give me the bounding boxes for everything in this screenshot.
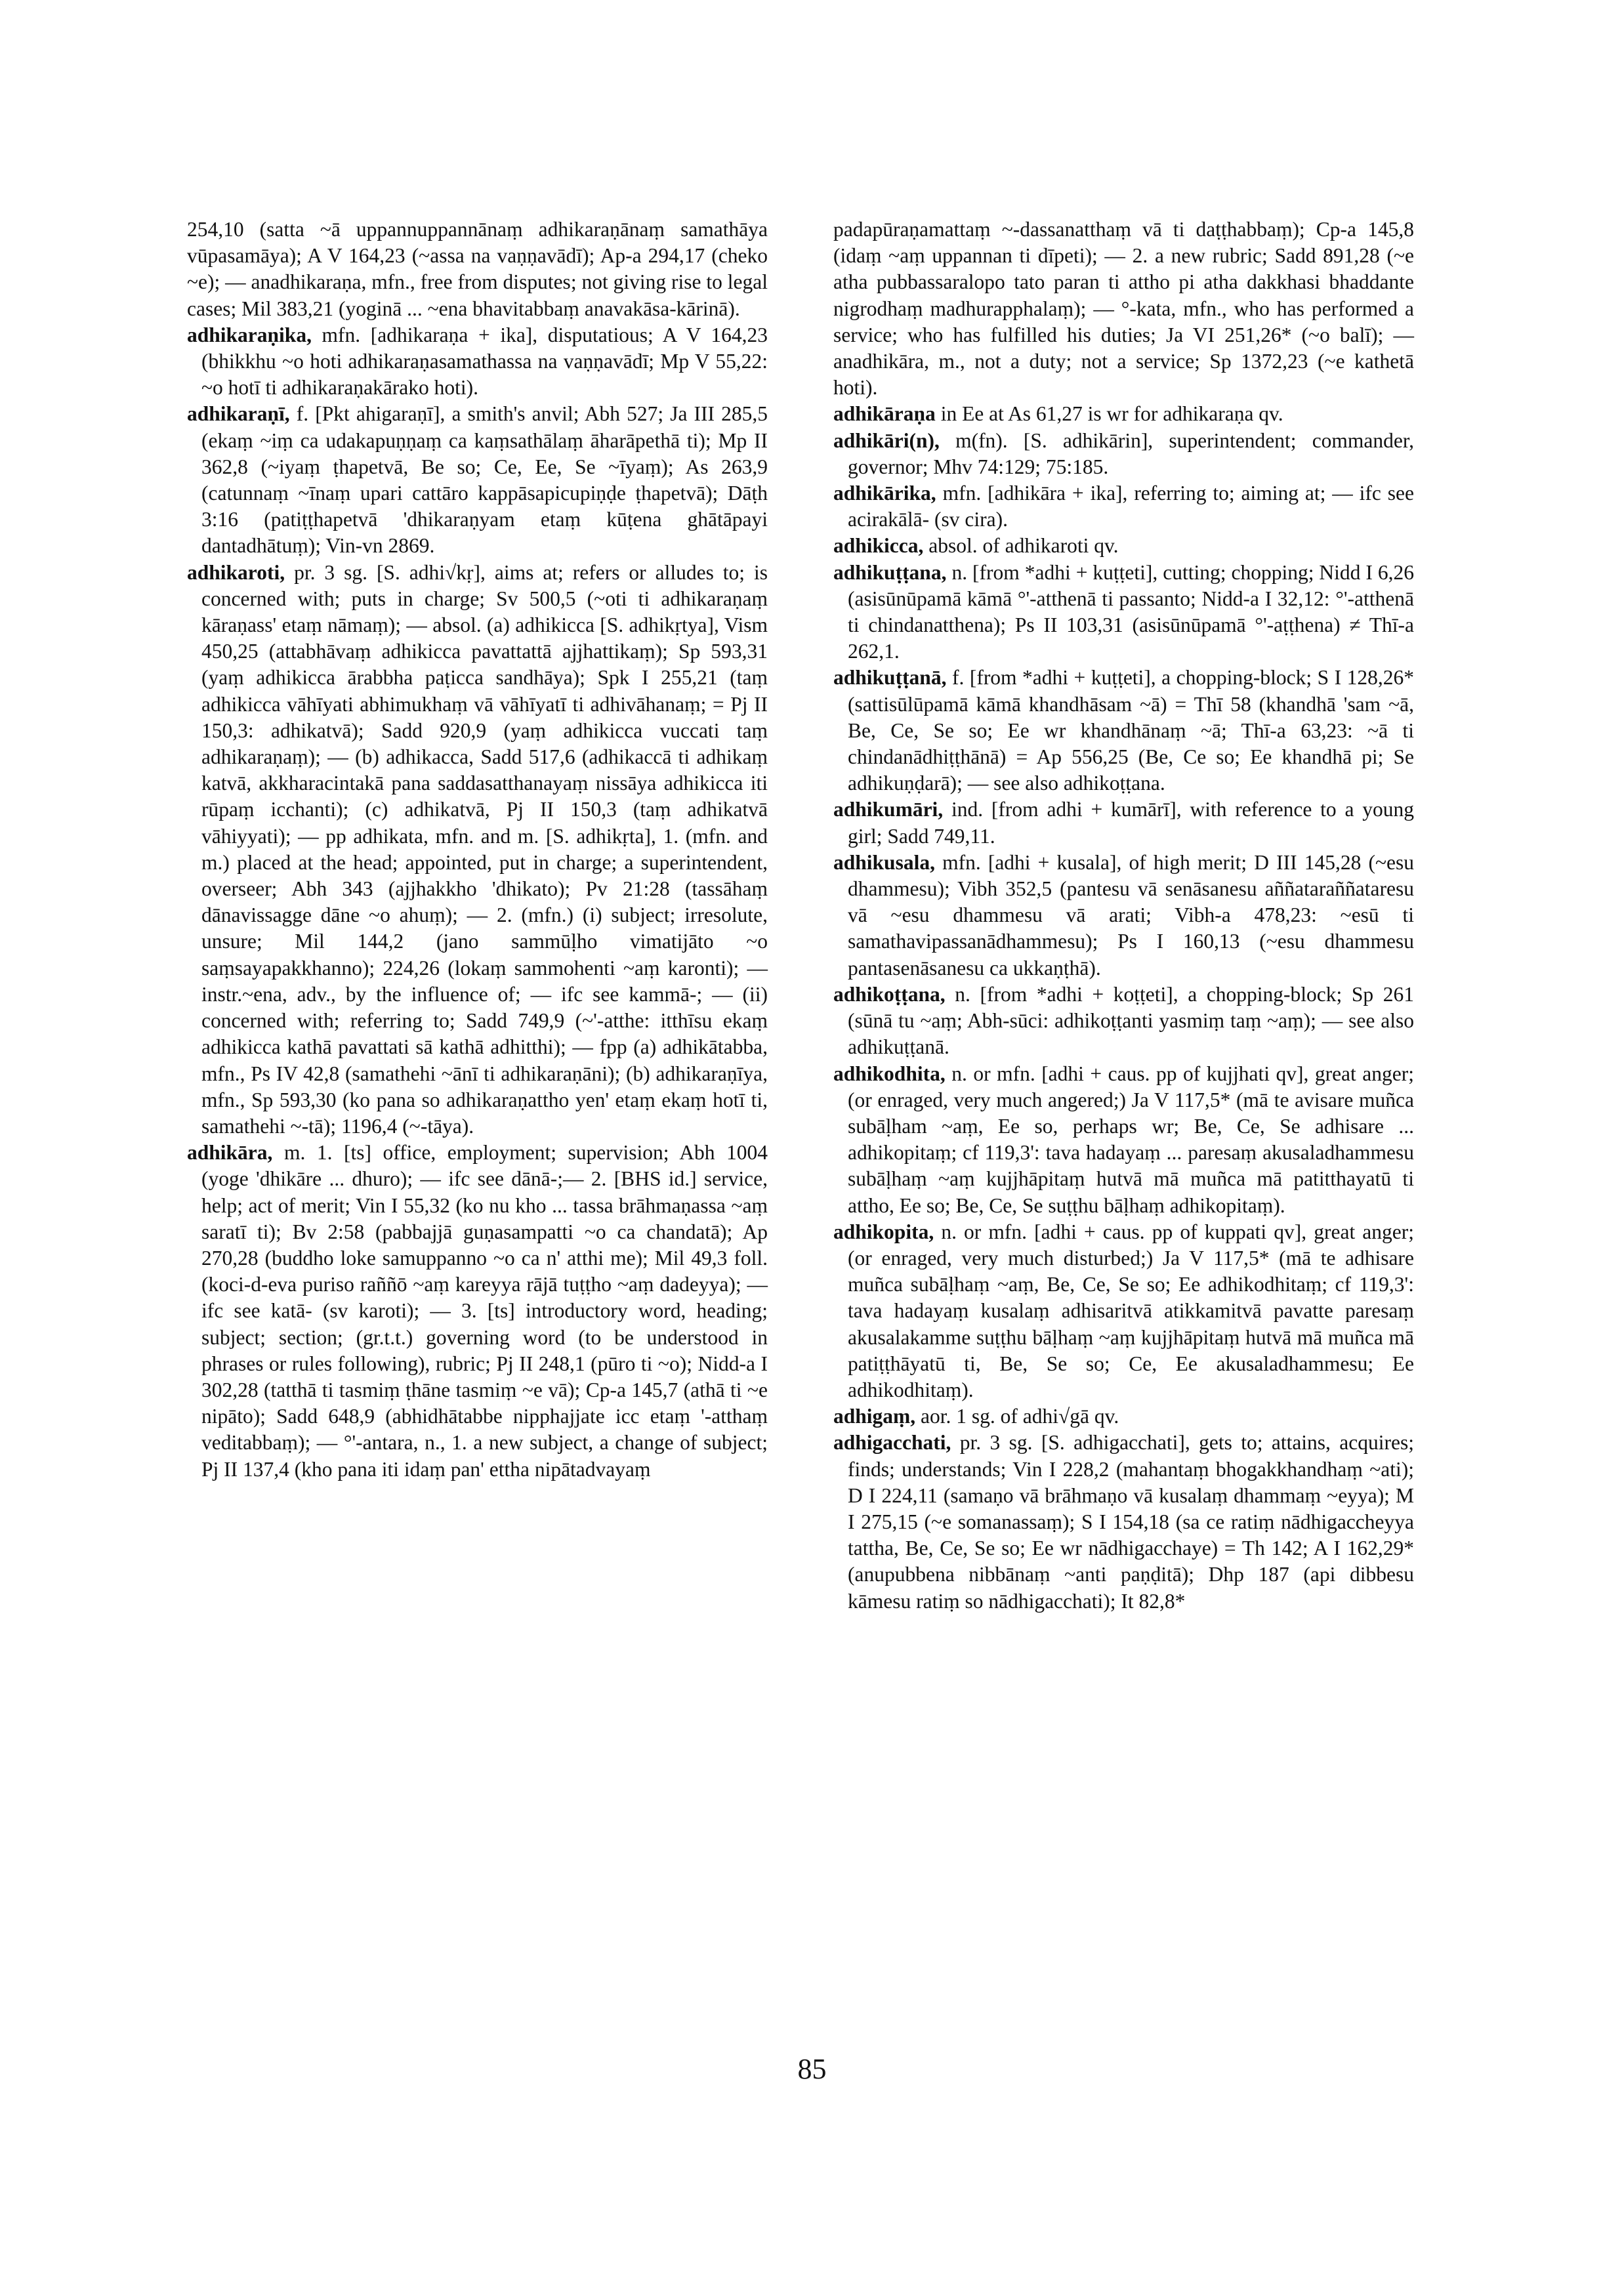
dictionary-entry — [833, 1403, 1414, 1430]
left-column — [187, 217, 768, 1483]
entry-definition: absol. of adhikaroti qv. — [928, 534, 1119, 558]
entry-headword: adhikaroti, — [187, 560, 285, 584]
entry-definition: padapūraṇamattaṃ ~-dassanatthaṃ vā ti daṭṭhabbaṃ); Cp-a 145,8 (idaṃ ~aṃ uppannan ti dīpeti); — 2. a new rubric; Sadd 891,28 (~e atha pubbassaralopo tato paran ti attho pi atha dakkhasi bhaddante nigrodhaṃ madhurapphalaṃ); — °-kata, mfn., who has performed a service; who has fulfilled his duties; Ja VI 251,26* (~o balī); — anadhikāra, m., not a duty; not a service; Sp 1372,23 (~e kathetā hoti). — [833, 218, 1414, 400]
entry-definition: mfn. [adhikāra + ika], referring to; aiming at; — ifc see acirakālā- (sv cira). — [848, 482, 1415, 531]
entry-definition: mfn. [adhikaraṇa + ika], disputatious; A V 164,23 (bhikkhu ~o hoti adhikaraṇasamathassa na vaṇṇavādī; Mp V 55,22: ~o hotī ti adhikaraṇakārako hoti). — [201, 323, 768, 400]
dictionary-entry — [187, 401, 768, 559]
entry-definition: f. [from *adhi + kuṭṭeti], a chopping-block; S I 128,26* (sattisūlūpamā kāmā khandhāsam ~ā) = Thī 58 (khandhā 'sam ~ā, Be, Ce, Se so; Ee wr khandhānaṃ ~ā; Thī-a 63,23: ~ā ti chindanādhiṭṭhānā) = Ap 556,25 (Be, Ce so; Ee khandhā pi; Se adhikuṇḍarā); — see also adhikoṭṭana. — [848, 666, 1415, 795]
entry-definition: n. [from *adhi + koṭṭeti], a chopping-block; Sp 261 (sūnā tu ~aṃ; Abh-sūci: adhikoṭṭanti yasmiṃ taṃ ~aṃ); — see also adhikuṭṭanā. — [848, 982, 1415, 1059]
dictionary-entry — [833, 982, 1414, 1061]
entry-definition: n. or mfn. [adhi + caus. pp of kuppati qv], great anger; (or enraged, very much disturbed;) Ja V 117,5* (mā te adhisare muñca subāḷhaṃ ~aṃ, Be, Ce, Se so; Ee adhikodhitaṃ; cf 119,3': tava hadayaṃ kusalaṃ adhisaritvā atikkamitvā pavatte paresaṃ akusalakamme suṭṭhu bāḷhaṃ ~aṃ kujjhāpitaṃ hutvā mā muñca mā patiṭṭhāyatū ti, Be, Se so; Ce, Ee akusaladhammesu; Ee adhikodhitaṃ). — [848, 1220, 1415, 1401]
entry-headword: adhikumāri, — [833, 798, 944, 821]
page-number: 85 — [797, 2053, 827, 2085]
dictionary-entry — [833, 1061, 1414, 1219]
entry-headword: adhikārika, — [833, 482, 936, 505]
entry-definition: 254,10 (satta ~ā uppannuppannānaṃ adhikaraṇānaṃ samathāya vūpasamāya); A V 164,23 (~assa na vaṇṇavādī); Ap-a 294,17 (cheko ~e); — anadhikaraṇa, mfn., free from disputes; not giving rise to legal cases; Mil 383,21 (yoginā ... ~ena bhavitabbaṃ anavakāsa-kārinā). — [187, 218, 768, 320]
entry-headword: adhikāri(n), — [833, 428, 940, 452]
entry-headword: adhikicca, — [833, 534, 924, 558]
entry-definition: ind. [from adhi + kumārī], with reference to a young girl; Sadd 749,11. — [848, 798, 1415, 848]
entry-headword: adhikaraṇī, — [187, 402, 290, 426]
dictionary-entry — [833, 533, 1414, 559]
entry-definition: m. 1. [ts] office, employment; supervision; Abh 1004 (yoge 'dhikāre ... dhuro); — ifc see dānā-;— 2. [BHS id.] service, help; act of merit; Vin I 55,32 (ko nu kho ... tassa brāhmaṇassa ~aṃ saratī ti); Bv 2:58 (pabbajjā guṇasampatti ~o ca chandatā); Ap 270,28 (buddho loke samuppanno ~o ca n' atthi me); Mil 49,3 foll. (koci-d-eva puriso raññō ~aṃ kareyya rājā tuṭṭho ~aṃ dadeyya); — ifc see katā- (sv karoti); — 3. [ts] introductory word, heading; subject; section; (gr.t.t.) governing word (to be understood in phrases or rules following), rubric; Pj II 248,1 (pūro ti ~o); Nidd-a I 302,28 (tatthā ti tasmiṃ ṭhāne tasmiṃ ~e vā); Cp-a 145,7 (athā ti ~e nipāto); Sadd 648,9 (abhidhātabbe nipphajjate icc etaṃ '-atthaṃ veditabbaṃ); — °'-antara, n., 1. a new subject, a change of subject; Pj II 137,4 (kho pana iti idaṃ pan' ettha nipātadvayaṃ — [201, 1141, 768, 1481]
entry-headword: adhikusala, — [833, 850, 935, 874]
dictionary-entry — [833, 217, 1414, 401]
entry-headword: adhikuṭṭana, — [833, 560, 947, 584]
dictionary-entry — [833, 428, 1414, 480]
dictionary-entry — [833, 401, 1414, 427]
entry-headword: adhikoṭṭana, — [833, 982, 946, 1006]
entry-definition: pr. 3 sg. [S. adhigacchati], gets to; attains, acquires; finds; understands; Vin I 228,2 (mahantaṃ bhogakkhandhaṃ ~ati); D I 224,11 (samaṇo vā brāhmaṇo vā kusalaṃ dhammaṃ ~eyya); M I 275,15 (~e somanassaṃ); S I 154,18 (sa ce ratiṃ nādhigaccheyya tattha, Be, Ce, Se so; Ee wr nādhigacchaye) = Th 142; A I 162,29* (anupubbena nibbānaṃ ~anti paṇḍitā); Dhp 187 (api dibbesu kāmesu ratiṃ so nādhigacchati); It 82,8* — [848, 1431, 1415, 1613]
entry-definition: m(fn). [S. adhikārin], superintendent; commander, governor; Mhv 74:129; 75:185. — [848, 428, 1414, 478]
entry-definition: in Ee at As 61,27 is wr for adhikaraṇa qv. — [940, 402, 1283, 426]
dictionary-entry — [187, 1140, 768, 1483]
entry-definition: n. [from *adhi + kuṭṭeti], cutting; chopping; Nidd I 6,26 (asisūnūpamā kāmā °'-atthenā ti passanto; Nidd-a I 32,12: °'-atthenā ti chindanatthena); Ps II 103,31 (asisūnūpamā °'-aṭṭhena) ≠ Thī-a 262,1. — [848, 560, 1414, 663]
dictionary-entry — [187, 560, 768, 1140]
dictionary-entry — [833, 796, 1414, 849]
entry-headword: adhikodhita, — [833, 1062, 946, 1085]
entry-headword: adhikāraṇa — [833, 402, 936, 426]
entry-headword: adhigaṃ, — [833, 1405, 916, 1428]
dictionary-entry — [833, 1219, 1414, 1403]
entry-definition: f. [Pkt ahigaraṇī], a smith's anvil; Abh 527; Ja III 285,5 (ekaṃ ~iṃ ca udakapuṇṇaṃ ca kaṃsathālaṃ āharāpethā ti); Mp II 362,8 (~iyaṃ ṭhapetvā, Be so; Ce, Ee, Se ~īyaṃ); As 263,9 (catunnaṃ ~īnaṃ upari cattāro kappāsapicupiṇḍe ṭhapetvā); Dāṭh 3:16 (patiṭṭhapetvā 'dhikaraṇyam etaṃ kūṭena ghātāpayi dantadhātuṃ); Vin-vn 2869. — [201, 402, 768, 558]
entry-definition: pr. 3 sg. [S. adhi√kṛ], aims at; refers or alludes to; is concerned with; puts in charge; Sv 500,5 (~oti ti adhikaraṇaṃ kāraṇass' etaṃ nāmaṃ); — absol. (a) adhikicca [S. adhikṛtya], Vism 450,25 (attabhāvaṃ adhikicca pavattattā ajjhattikaṃ); Sp 593,31 (yaṃ adhikicca ārabbha paṭicca sandhāya); Spk I 255,21 (taṃ adhikicca vāhīyati abhimukhaṃ vā vāhīyatī ti adhivāhanaṃ; = Pj II 150,3: adhikatvā); Sadd 920,9 (yaṃ adhikicca vuccati taṃ adhikaraṇaṃ); — (b) adhikacca, Sadd 517,6 (adhikaccā ti adhikaṃ katvā, akkharacintakā pana saddasatthanayaṃ nissāya adhikicca iti rūpaṃ icchanti); (c) adhikatvā, Pj II 150,3 (taṃ adhikatvā vāhiyyati); — pp adhikata, mfn. and m. [S. adhikṛta], 1. (mfn. and m.) placed at the head; appointed, put in charge; a superintendent, overseer; Abh 343 (ajjhakkho 'dhikato); Pv 21:28 (tassāhaṃ dānavissagge dāne ~o ahuṃ); — 2. (mfn.) (i) subject; irresolute, unsure; Mil 144,2 (jano sammūḷho vimatijāto ~o saṃsayapakkhanno); 224,26 (lokaṃ sammohenti ~aṃ karonti); — instr.~ena, adv., by the influence of; — ifc see kammā-; — (ii) concerned with; referring to; Sadd 749,9 (~'-atthe: itthīsu ekaṃ adhikicca kathā pavattati sā kathā adhitthi); — fpp (a) adhikātabba, mfn., Ps IV 42,8 (samathehi ~ānī ti adhikaraṇāni); (b) adhikaraṇīya, mfn., Sp 593,30 (ko pana so adhikaraṇattho yen' etaṃ ekaṃ hotī ti, samathehi ~-tā); 1196,4 (~-tāya). — [201, 560, 768, 1138]
entry-headword: adhigacchati, — [833, 1431, 951, 1455]
dictionary-entry — [833, 665, 1414, 796]
right-column — [833, 217, 1414, 1615]
dictionary-entry — [833, 480, 1414, 533]
dictionary-entry — [833, 850, 1414, 982]
entry-headword: adhikāra, — [187, 1141, 273, 1165]
entry-definition: n. or mfn. [adhi + caus. pp of kujjhati qv], great anger; (or enraged, very much angered;) Ja V 117,5* (mā te avisare muñca subāḷham ~aṃ, Ee so, perhaps wr; Be, Ce, Se adhisare ... adhikopitaṃ; cf 119,3': tava hadayaṃ ... paresaṃ akusaladhammesu subāḷhaṃ ~aṃ kujjhāpitaṃ hutvā mā muñca mā patitthayatū ti attho, Ee so; Be, Ce, Se suṭṭhu bāḷhaṃ adhikopitaṃ). — [848, 1062, 1414, 1217]
entry-headword: adhikopita, — [833, 1220, 934, 1243]
dictionary-entry — [187, 322, 768, 402]
dictionary-entry — [187, 217, 768, 322]
entry-headword: adhikaraṇika, — [187, 323, 312, 346]
entry-headword: adhikuṭṭanā, — [833, 666, 947, 690]
entry-definition: mfn. [adhi + kusala], of high merit; D III 145,28 (~esu dhammesu); Vibh 352,5 (pantesu vā senāsanesu aññataraññataresu vā ~esu dhammesu vā arati; Vibh-a 478,23: ~esū ti samathavipassanādhammesu); Ps I 160,13 (~esu dhammesu pantasenāsanesu ca ukkaṇṭhā). — [848, 850, 1415, 980]
dictionary-entry — [833, 560, 1414, 665]
entry-definition: aor. 1 sg. of adhi√gā qv. — [921, 1405, 1119, 1428]
dictionary-entry — [833, 1430, 1414, 1614]
